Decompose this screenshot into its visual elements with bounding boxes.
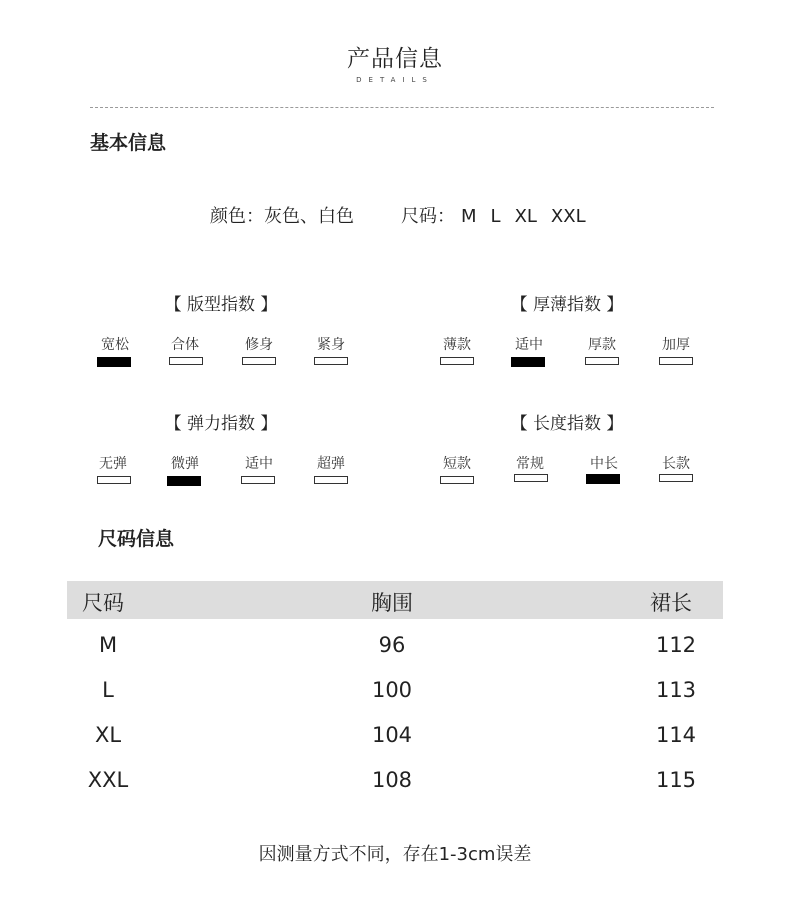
fit-indicator: [169, 357, 203, 365]
length-option: 中长: [590, 456, 618, 472]
elasticity-indicator: [167, 476, 201, 486]
elasticity-indicator: [97, 476, 131, 484]
elasticity-option: 适中: [245, 456, 273, 472]
size-cell: XXL: [87, 768, 129, 792]
thickness-indicator: [511, 357, 545, 367]
thickness-index-title: 【 厚薄指数 】: [510, 295, 624, 315]
size-label: 尺码：: [401, 206, 455, 227]
bust-cell: 104: [371, 723, 413, 747]
bust-cell: 100: [371, 678, 413, 702]
basic-info-heading: 基本信息: [90, 132, 167, 154]
size-option: XXL: [550, 206, 586, 227]
color-value: 灰色、白色: [264, 206, 354, 227]
size-option: L: [490, 206, 501, 227]
length-cell: 115: [655, 768, 697, 792]
length-index-title: 【 长度指数 】: [510, 414, 624, 434]
elasticity-indicator: [241, 476, 275, 484]
page-subtitle: DETAILS: [356, 76, 434, 84]
size-options: [401, 202, 586, 228]
fit-option: 合体: [171, 337, 199, 353]
elasticity-index-title: 【 弹力指数 】: [164, 414, 278, 434]
page-title: 产品信息: [347, 46, 443, 72]
length-cell: 114: [655, 723, 697, 747]
length-cell: 112: [655, 633, 697, 657]
length-option: 短款: [443, 456, 471, 472]
size-option: M: [461, 206, 477, 227]
color-label: 颜色：: [210, 206, 264, 227]
thickness-option: 加厚: [662, 337, 690, 353]
fit-index-title: 【 版型指数 】: [164, 295, 278, 315]
dashed-divider: [90, 107, 714, 108]
length-indicator: [440, 476, 474, 484]
size-info-heading: 尺码信息: [98, 528, 175, 550]
length-indicator: [586, 474, 620, 484]
elasticity-option: 微弹: [171, 456, 199, 472]
thickness-indicator: [659, 357, 693, 365]
length-cell: 113: [655, 678, 697, 702]
size-cell: L: [102, 678, 114, 702]
fit-indicator: [314, 357, 348, 365]
length-indicator: [514, 474, 548, 482]
thickness-option: 厚款: [588, 337, 616, 353]
column-header-length: 裙长: [650, 591, 692, 615]
length-option: 长款: [662, 456, 690, 472]
column-header-bust: 胸围: [371, 591, 413, 615]
thickness-option: 适中: [515, 337, 543, 353]
fit-option: 紧身: [317, 337, 345, 353]
fit-option: 修身: [245, 337, 273, 353]
elasticity-option: 超弹: [317, 456, 345, 472]
fit-indicator: [242, 357, 276, 365]
bust-cell: 108: [371, 768, 413, 792]
size-cell: XL: [94, 723, 122, 747]
size-cell: M: [98, 633, 118, 657]
size-option: XL: [514, 206, 537, 227]
length-option: 常规: [516, 456, 544, 472]
thickness-indicator: [440, 357, 474, 365]
elasticity-indicator: [314, 476, 348, 484]
color-info: [210, 202, 354, 228]
fit-indicator: [97, 357, 131, 367]
thickness-option: 薄款: [443, 337, 471, 353]
fit-option: 宽松: [101, 337, 129, 353]
thickness-indicator: [585, 357, 619, 365]
elasticity-option: 无弹: [99, 456, 127, 472]
length-indicator: [659, 474, 693, 482]
measurement-note: 因测量方式不同，存在1-3cm误差: [258, 844, 532, 865]
column-header-size: 尺码: [82, 591, 124, 615]
bust-cell: 96: [378, 633, 406, 657]
